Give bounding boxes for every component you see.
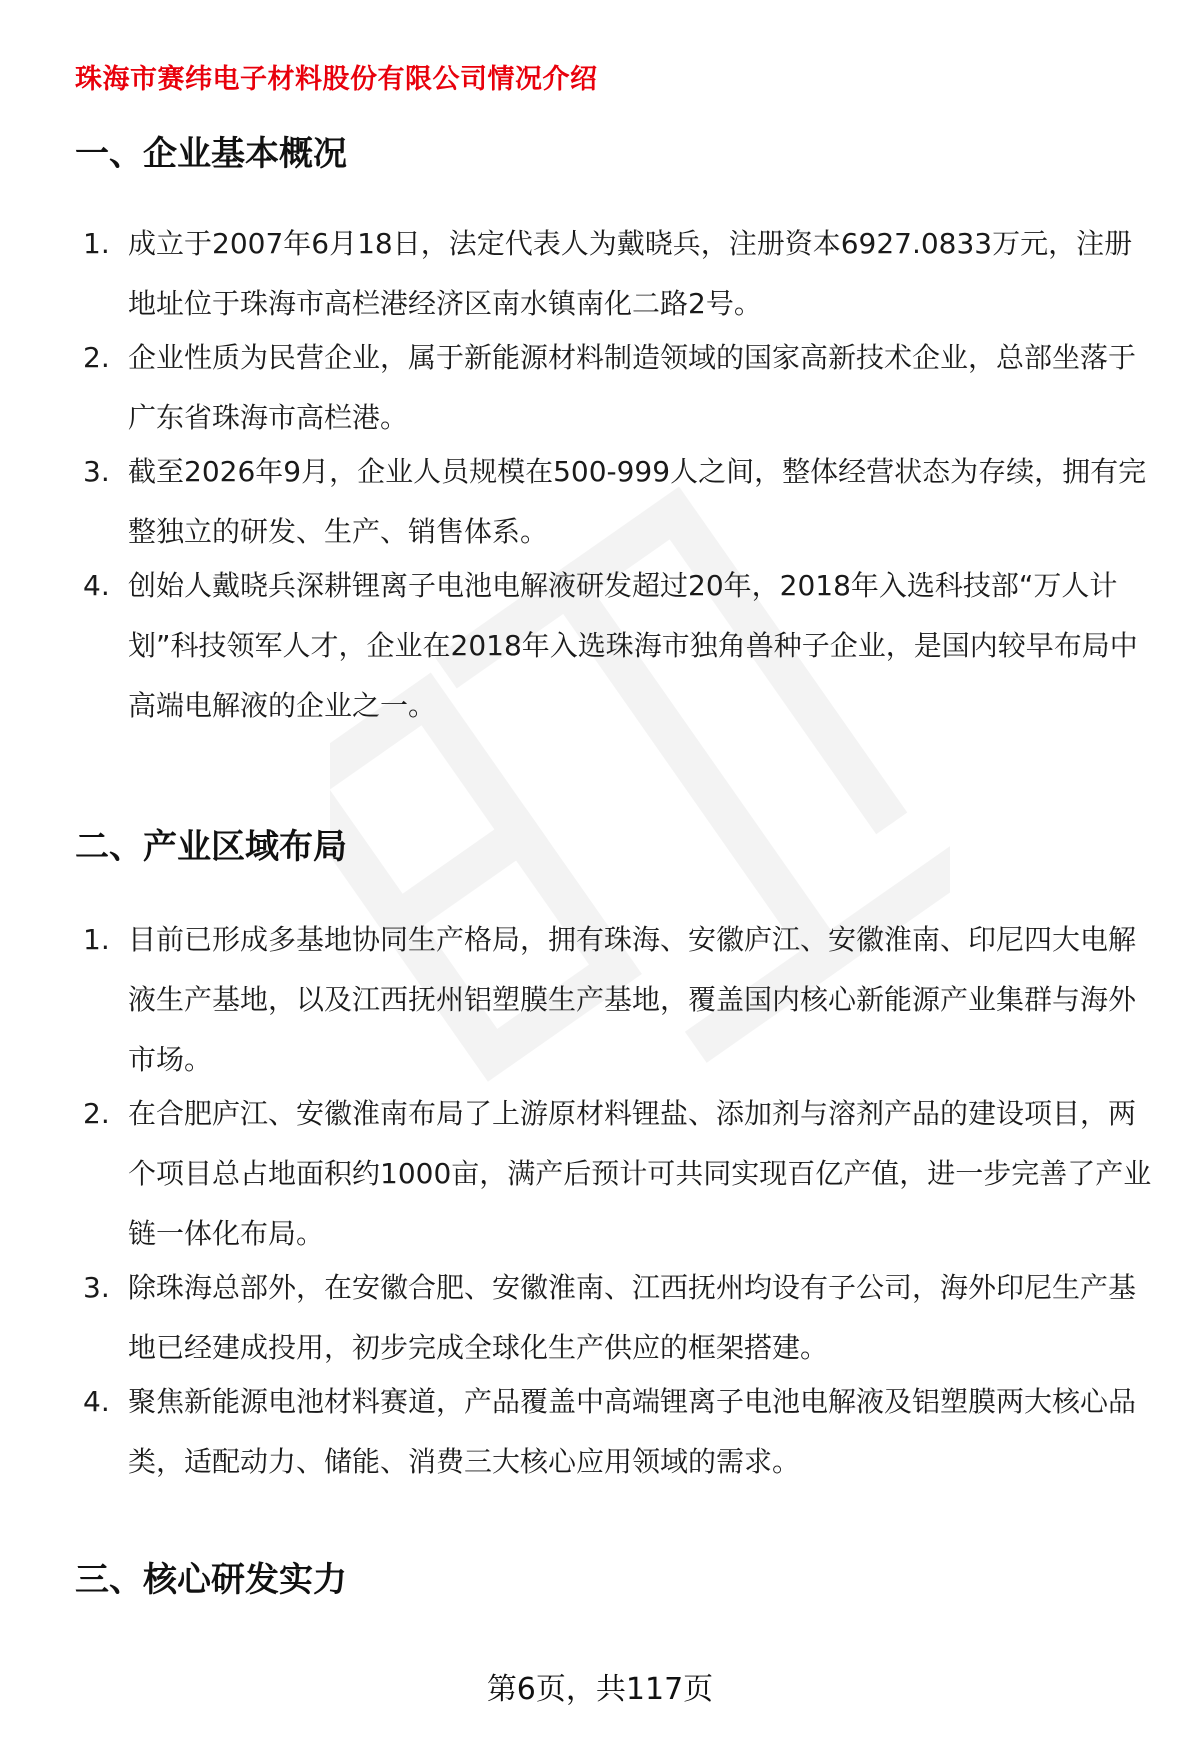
list-item	[75, 214, 1160, 334]
list-item	[75, 442, 1160, 562]
list-item-number: 2.	[83, 341, 110, 374]
list-item	[75, 1258, 1160, 1378]
list-item-text: 创始人戴晓兵深耕锂离子电池电解液研发超过20年，2018年入选科技部“万人计划”科技领军人才，企业在2018年入选珠海市独角兽种子企业，是国内较早布局中高端电解液的企业之一。	[128, 569, 1138, 722]
list-item-text: 截至2026年9月，企业人员规模在500-999人之间，整体经营状态为存续，拥有完整独立的研发、生产、销售体系。	[128, 455, 1147, 548]
list-item-number: 1.	[83, 227, 110, 260]
list-item-number: 4.	[83, 569, 110, 602]
list-item-text: 聚焦新能源电池材料赛道，产品覆盖中高端锂离子电池电解液及铝塑膜两大核心品类，适配动力、储能、消费三大核心应用领域的需求。	[128, 1385, 1137, 1478]
list-item-text: 目前已形成多基地协同生产格局，拥有珠海、安徽庐江、安徽淮南、印尼四大电解液生产基地，以及江西抚州铝塑膜生产基地，覆盖国内核心新能源产业集群与海外市场。	[128, 923, 1137, 1076]
section-basic-overview-list	[75, 214, 1160, 736]
list-item-text: 成立于2007年6月18日，法定代表人为戴晓兵，注册资本6927.0833万元，注册地址位于珠海市高栏港经济区南水镇南化二路2号。	[128, 227, 1133, 320]
list-item	[75, 328, 1160, 448]
list-item-text: 在合肥庐江、安徽淮南布局了上游原材料锂盐、添加剂与溶剂产品的建设项目，两个项目总占地面积约1000亩，满产后预计可共同实现百亿产值，进一步完善了产业链一体化布局。	[128, 1097, 1152, 1250]
list-item-text: 除珠海总部外，在安徽合肥、安徽淮南、江西抚州均设有子公司，海外印尼生产基地已经建成投用，初步完成全球化生产供应的框架搭建。	[128, 1271, 1137, 1364]
list-item-number: 4.	[83, 1385, 110, 1418]
page-number-footer: 第6页，共117页	[486, 1672, 714, 1707]
section-heading-regional-layout: 二、产业区域布局	[75, 827, 347, 867]
list-item	[75, 556, 1160, 736]
list-item-number: 1.	[83, 923, 110, 956]
list-item-number: 2.	[83, 1097, 110, 1130]
list-item	[75, 1084, 1160, 1264]
section-heading-core-rd: 三、核心研发实力	[75, 1560, 347, 1600]
list-item-text: 企业性质为民营企业，属于新能源材料制造领域的国家高新技术企业，总部坐落于广东省珠海市高栏港。	[128, 341, 1137, 434]
list-item	[75, 1372, 1160, 1492]
section-regional-layout-list	[75, 910, 1160, 1492]
list-item-number: 3.	[83, 1271, 110, 1304]
list-item	[75, 910, 1160, 1090]
list-item-number: 3.	[83, 455, 110, 488]
document-title: 珠海市赛纬电子材料股份有限公司情况介绍	[75, 64, 598, 95]
section-heading-basic-overview: 一、企业基本概况	[75, 134, 347, 174]
